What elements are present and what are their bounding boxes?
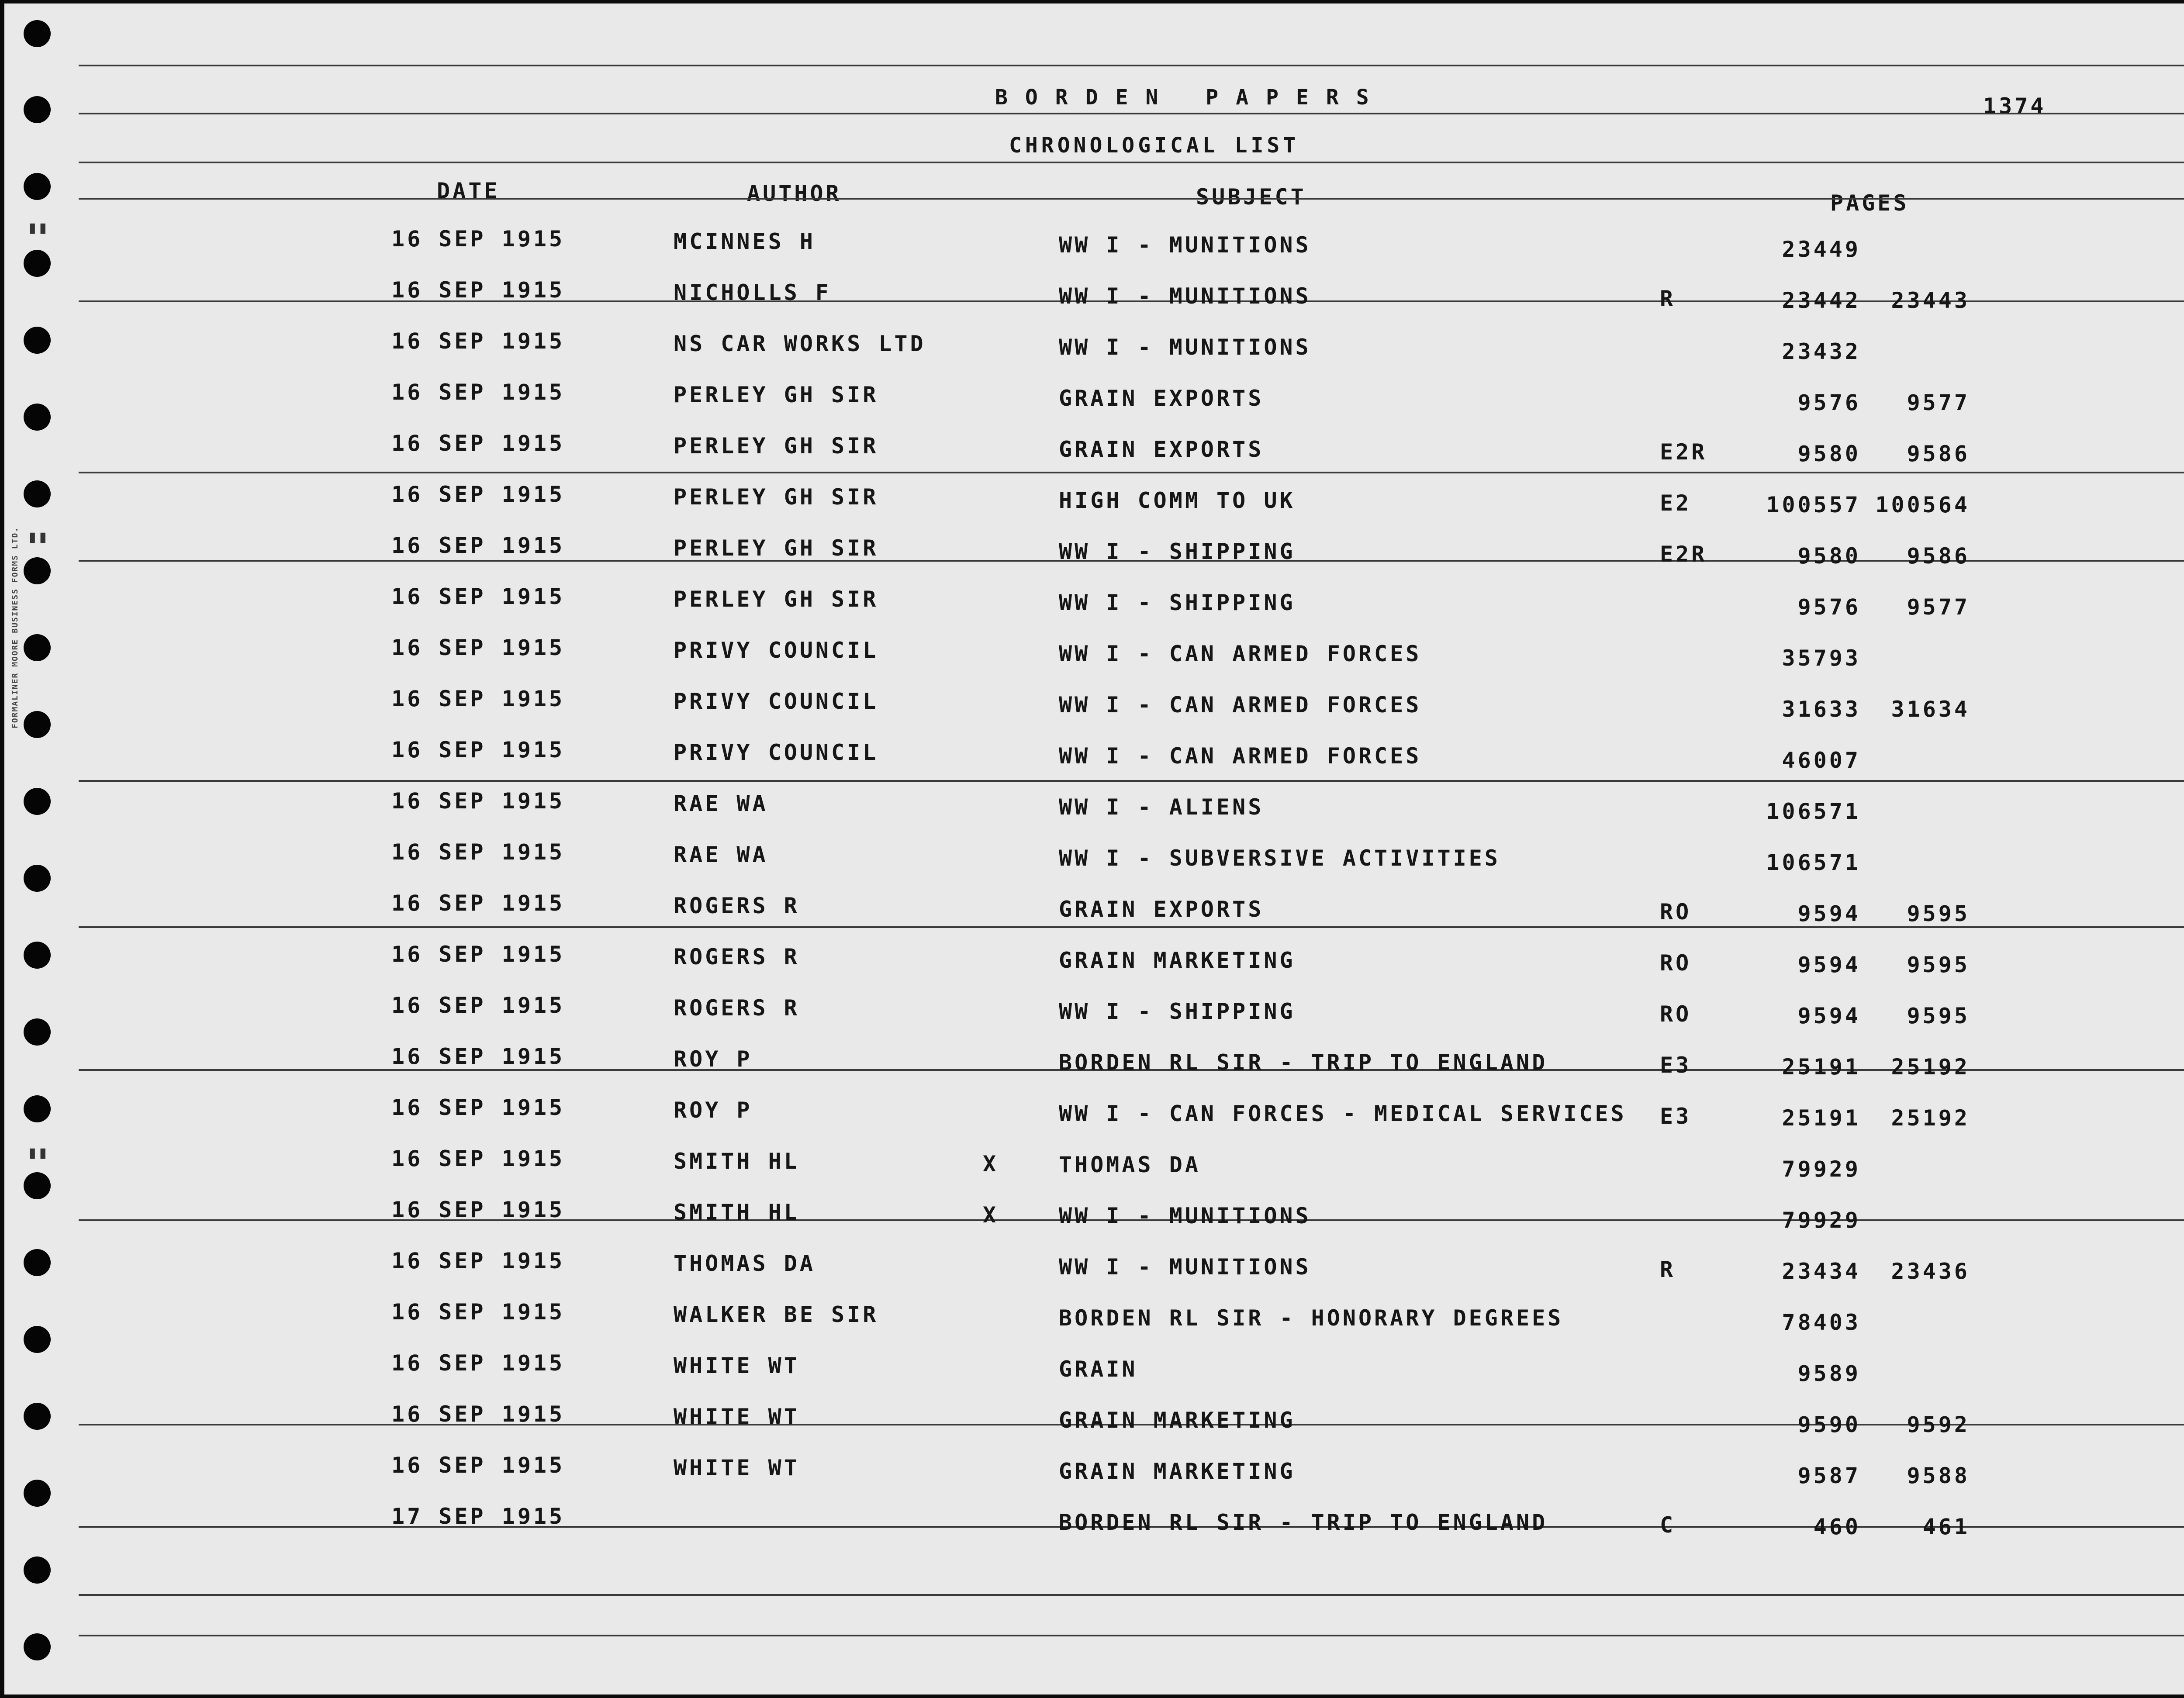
feed-hole (24, 1018, 51, 1046)
row-page-from: 78403 (1782, 1310, 1861, 1335)
row-code: RO (1660, 899, 1692, 925)
feed-hole (24, 634, 51, 661)
row-page-to: 9577 (1907, 594, 1970, 620)
row-page-from: 23442 (1782, 288, 1861, 313)
page-number: 1374 (1983, 93, 2046, 119)
row-author: THOMAS DA (674, 1251, 816, 1276)
row-subject: WW I - CAN ARMED FORCES (1059, 743, 1422, 769)
row-subject: WW I - CAN ARMED FORCES (1059, 692, 1422, 718)
row-subject: WW I - MUNITIONS (1059, 1203, 1311, 1229)
row-author: PERLEY GH SIR (674, 382, 879, 407)
row-page-from: 79929 (1782, 1208, 1861, 1233)
row-date: 16 SEP 1915 (391, 380, 565, 405)
ruled-line (79, 198, 2184, 200)
row-author: PERLEY GH SIR (674, 484, 879, 510)
row-author: RAE WA (674, 791, 768, 816)
row-page-to: 9595 (1907, 952, 1970, 977)
row-page-from: 460 (1813, 1514, 1861, 1539)
row-author: PRIVY COUNCIL (674, 740, 879, 765)
row-subject: WW I - SHIPPING (1059, 590, 1296, 615)
feed-hole (24, 711, 51, 738)
row-subject: GRAIN MARKETING (1059, 1459, 1296, 1484)
row-date: 16 SEP 1915 (391, 431, 565, 456)
feed-hole (24, 942, 51, 969)
row-date: 16 SEP 1915 (391, 788, 565, 814)
row-page-to: 9577 (1907, 390, 1970, 415)
row-date: 16 SEP 1915 (391, 635, 565, 660)
row-page-from: 23434 (1782, 1259, 1861, 1284)
row-code: C (1660, 1512, 1676, 1538)
row-author: SMITH HL (674, 1149, 800, 1174)
row-page-from: 9594 (1797, 901, 1861, 926)
row-code: E3 (1660, 1104, 1692, 1129)
row-subject: HIGH COMM TO UK (1059, 488, 1296, 513)
row-page-to: 100564 (1875, 492, 1970, 518)
row-author: ROGERS R (674, 944, 800, 970)
feed-hole (24, 1480, 51, 1507)
row-date: 16 SEP 1915 (391, 1146, 565, 1171)
row-author: PERLEY GH SIR (674, 433, 879, 459)
feed-hole (24, 557, 51, 584)
row-x-flag: X (983, 1202, 999, 1228)
row-author: PRIVY COUNCIL (674, 638, 879, 663)
row-code: R (1660, 286, 1676, 311)
row-code: E2R (1660, 439, 1707, 465)
row-date: 16 SEP 1915 (391, 482, 565, 507)
row-page-to: 25192 (1891, 1054, 1970, 1080)
row-author: ROGERS R (674, 893, 800, 918)
row-page-from: 100557 (1766, 492, 1861, 518)
row-date: 16 SEP 1915 (391, 1453, 565, 1478)
row-page-from: 9594 (1797, 952, 1861, 977)
row-subject: WW I - ALIENS (1059, 794, 1264, 820)
row-page-from: 35793 (1782, 645, 1861, 671)
row-page-from: 46007 (1782, 748, 1861, 773)
ruled-line (79, 113, 2184, 114)
row-subject: WW I - MUNITIONS (1059, 283, 1311, 309)
row-subject: BORDEN RL SIR - HONORARY DEGREES (1059, 1305, 1564, 1331)
ruled-line (79, 926, 2184, 928)
row-page-from: 106571 (1766, 799, 1861, 824)
row-date: 16 SEP 1915 (391, 277, 565, 303)
row-author: PRIVY COUNCIL (674, 689, 879, 714)
ruled-line (79, 65, 2184, 66)
feed-hole (24, 20, 51, 47)
column-header-author: AUTHOR (747, 181, 842, 206)
document-subtitle: CHRONOLOGICAL LIST (1009, 133, 1299, 158)
feed-hole (24, 173, 51, 200)
row-page-from: 9576 (1797, 594, 1861, 620)
row-subject: GRAIN EXPORTS (1059, 437, 1264, 462)
row-date: 16 SEP 1915 (391, 1350, 565, 1376)
row-subject: WW I - MUNITIONS (1059, 232, 1311, 258)
row-subject: GRAIN MARKETING (1059, 948, 1296, 973)
row-author: NS CAR WORKS LTD (674, 331, 926, 356)
row-date: 16 SEP 1915 (391, 890, 565, 916)
row-page-to: 9592 (1907, 1412, 1970, 1437)
row-author: MCINNES H (674, 229, 816, 254)
row-page-from: 9587 (1797, 1463, 1861, 1488)
row-page-from: 23432 (1782, 339, 1861, 364)
feed-hole (24, 404, 51, 431)
row-date: 16 SEP 1915 (391, 584, 565, 609)
row-date: 16 SEP 1915 (391, 1248, 565, 1274)
form-imprint: FORMALINER MOORE BUSINESS FORMS LTD. (10, 526, 20, 728)
row-author: ROY P (674, 1046, 753, 1072)
row-date: 16 SEP 1915 (391, 839, 565, 865)
row-subject: GRAIN EXPORTS (1059, 386, 1264, 411)
row-date: 17 SEP 1915 (391, 1504, 565, 1529)
feed-hole (24, 1326, 51, 1353)
row-date: 16 SEP 1915 (391, 737, 565, 763)
row-subject: THOMAS DA (1059, 1152, 1201, 1177)
row-date: 16 SEP 1915 (391, 993, 565, 1018)
row-page-from: 23449 (1782, 237, 1861, 262)
column-header-date: DATE (437, 178, 500, 204)
row-date: 16 SEP 1915 (391, 1044, 565, 1069)
row-page-to: 23443 (1891, 288, 1970, 313)
feed-hole (24, 1095, 51, 1122)
listing-sheet (4, 3, 2184, 1695)
feed-hole (24, 1403, 51, 1430)
row-page-from: 31633 (1782, 697, 1861, 722)
row-code: E2 (1660, 490, 1692, 516)
row-subject: WW I - SHIPPING (1059, 999, 1296, 1024)
row-subject: GRAIN (1059, 1356, 1138, 1382)
ruled-line (79, 162, 2184, 163)
row-page-to: 9586 (1907, 441, 1970, 466)
row-date: 16 SEP 1915 (391, 533, 565, 558)
row-page-to: 9595 (1907, 1003, 1970, 1028)
row-page-to: 9588 (1907, 1463, 1970, 1488)
row-page-to: 25192 (1891, 1105, 1970, 1131)
feed-hole (24, 1249, 51, 1276)
row-subject: WW I - MUNITIONS (1059, 1254, 1311, 1280)
row-page-from: 79929 (1782, 1156, 1861, 1182)
row-subject: GRAIN MARKETING (1059, 1408, 1296, 1433)
row-date: 16 SEP 1915 (391, 1095, 565, 1120)
row-author: WHITE WT (674, 1455, 800, 1481)
ruled-line (79, 472, 2184, 473)
row-code: E3 (1660, 1053, 1692, 1078)
row-subject: GRAIN EXPORTS (1059, 897, 1264, 922)
feed-hole (24, 96, 51, 123)
row-author: RAE WA (674, 842, 768, 867)
row-author: PERLEY GH SIR (674, 587, 879, 612)
row-author: SMITH HL (674, 1200, 800, 1225)
row-date: 16 SEP 1915 (391, 1401, 565, 1427)
document-title: BORDEN PAPERS (995, 85, 1386, 110)
row-author: WALKER BE SIR (674, 1302, 879, 1327)
column-header-subject: SUBJECT (1196, 184, 1306, 210)
row-subject: BORDEN RL SIR - TRIP TO ENGLAND (1059, 1050, 1548, 1075)
row-x-flag: X (983, 1151, 999, 1177)
perforation-mark: ▮▮ (27, 527, 48, 547)
row-date: 16 SEP 1915 (391, 942, 565, 967)
feed-hole (24, 788, 51, 815)
row-page-from: 9580 (1797, 441, 1861, 466)
row-page-to: 9595 (1907, 901, 1970, 926)
ruled-line (79, 780, 2184, 782)
row-subject: WW I - SHIPPING (1059, 539, 1296, 564)
feed-hole (24, 1556, 51, 1584)
feed-hole (24, 250, 51, 277)
row-page-from: 9580 (1797, 543, 1861, 569)
row-page-to: 9586 (1907, 543, 1970, 569)
feed-hole (24, 480, 51, 507)
row-page-from: 9594 (1797, 1003, 1861, 1028)
row-author: NICHOLLS F (674, 280, 832, 305)
row-author: WHITE WT (674, 1353, 800, 1378)
row-code: RO (1660, 950, 1692, 976)
row-author: ROY P (674, 1097, 753, 1123)
row-code: E2R (1660, 542, 1707, 567)
perforation-mark: ▮▮ (27, 1142, 48, 1163)
row-date: 16 SEP 1915 (391, 328, 565, 354)
row-page-from: 25191 (1782, 1105, 1861, 1131)
row-page-from: 106571 (1766, 850, 1861, 875)
row-page-from: 9576 (1797, 390, 1861, 415)
row-page-to: 23436 (1891, 1259, 1970, 1284)
row-code: R (1660, 1257, 1676, 1282)
ruled-line (79, 1635, 2184, 1636)
row-author: PERLEY GH SIR (674, 535, 879, 561)
feed-hole (24, 1633, 51, 1660)
row-page-to: 31634 (1891, 697, 1970, 722)
feed-hole (24, 865, 51, 892)
row-code: RO (1660, 1001, 1692, 1027)
row-subject: WW I - CAN FORCES - MEDICAL SERVICES (1059, 1101, 1627, 1126)
row-subject: WW I - SUBVERSIVE ACTIVITIES (1059, 846, 1500, 871)
row-page-from: 25191 (1782, 1054, 1861, 1080)
row-date: 16 SEP 1915 (391, 1197, 565, 1222)
feed-hole (24, 1172, 51, 1199)
row-date: 16 SEP 1915 (391, 226, 565, 252)
ruled-line (79, 1594, 2184, 1596)
column-header-pages: PAGES (1830, 190, 1909, 216)
row-page-from: 9589 (1797, 1361, 1861, 1386)
row-author: ROGERS R (674, 995, 800, 1021)
row-date: 16 SEP 1915 (391, 686, 565, 711)
row-date: 16 SEP 1915 (391, 1299, 565, 1325)
row-subject: WW I - CAN ARMED FORCES (1059, 641, 1422, 666)
row-author: WHITE WT (674, 1404, 800, 1429)
row-page-to: 461 (1922, 1514, 1970, 1539)
perforation-mark: ▮▮ (27, 217, 48, 238)
row-subject: WW I - MUNITIONS (1059, 335, 1311, 360)
feed-hole (24, 327, 51, 354)
row-subject: BORDEN RL SIR - TRIP TO ENGLAND (1059, 1510, 1548, 1535)
row-page-from: 9590 (1797, 1412, 1861, 1437)
